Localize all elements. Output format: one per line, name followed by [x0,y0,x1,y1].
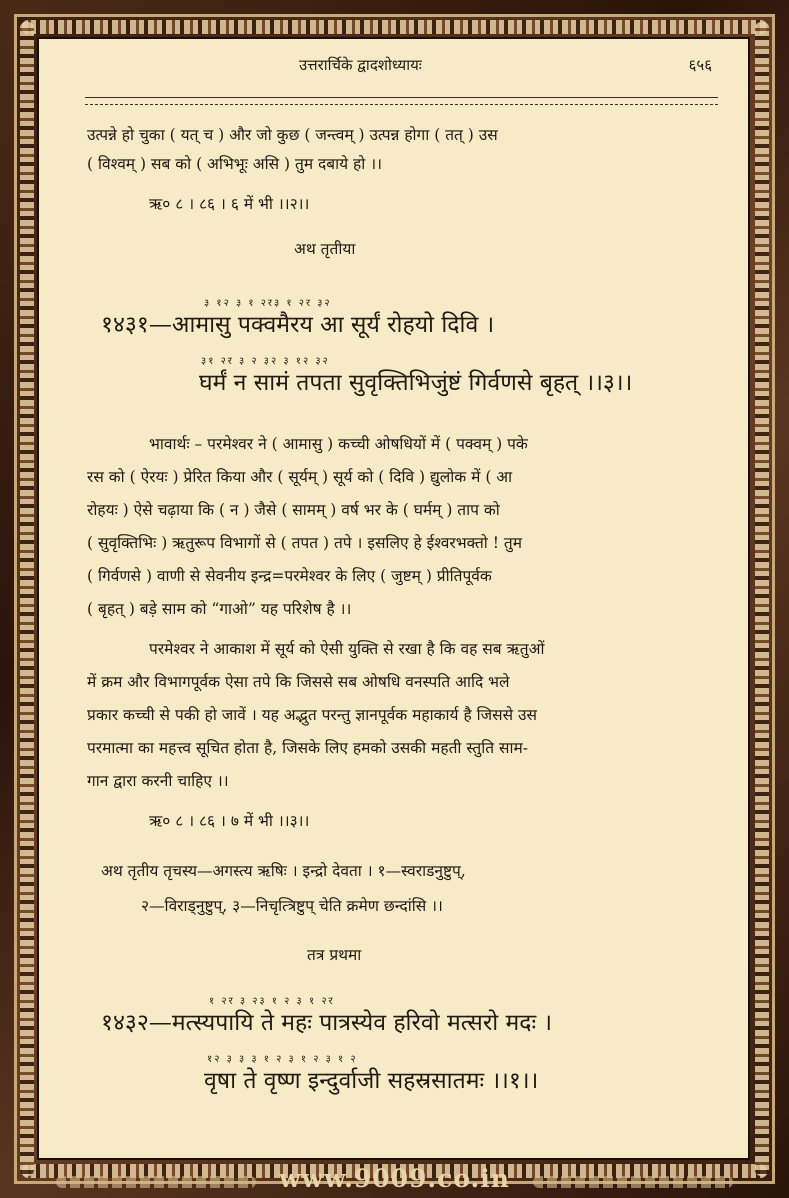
reference-line: ऋ० ८ । ८६ । ७ में भी ।।३।। [149,812,310,830]
accent-marks: ३१ २र ३ २ ३२ ३ १२ ३२ [201,356,330,367]
text-line: रस को ( ऐरयः ) प्रेरित किया और ( सूर्यम् ) सूर्य को ( दिवि ) द्युलोक में ( आ [87,468,513,486]
accent-marks: १ २र ३ २३ १ २ ३ १ २र [209,996,335,1007]
text-line: ( विश्वम् ) सब को ( अभिभूः असि ) तुम दबाये हो ।। [87,155,382,173]
text-line: रोहयः ) ऐसे चढ़ाया कि ( न ) जैसे ( सामम् ) वर्ष भर के ( घर्मम् ) ताप को [87,501,500,519]
text-line: भावार्थः – परमेश्वर ने ( आमासु ) कच्ची ओषधियों में ( पक्वम् ) पके [149,435,528,453]
text-line: अथ तृतीय तृचस्य—अगस्त्य ऋषिः । इन्द्रो देवता । १—स्वराडनुष्टुप्, [101,862,466,880]
accent-marks: ३ १२ ३ १ २र३ १ २र ३२ [204,298,332,309]
text-line: में क्रम और विभागपूर्वक ऐसा तपे कि जिससे सब ओषधि वनस्पति आदि भले [87,673,510,691]
text-line: परमात्मा का महत्त्व सूचित होता है, जिसके लिए हमको उसकी महती स्तुति साम- [87,739,528,757]
frame-ornament-right [755,22,769,1176]
text-line: ( गिर्वणसे ) वाणी से सेवनीय इन्द्र=परमेश्वर के लिए ( जुष्टम् ) प्रीतिपूर्वक [87,567,492,585]
section-heading: तत्र प्रथमा [307,946,362,964]
text-line: परमेश्वर ने आकाश में सूर्य को ऐसी युक्ति से रखा है कि वह सब ऋतुओं [149,640,545,658]
accent-marks: १२ ३ ३ ३ १ २ ३ १ २ ३ १ २ [207,1054,358,1065]
page-number: ६५६ [688,56,712,74]
text-line: गान द्वारा करनी चाहिए ।। [87,772,229,790]
section-heading: अथ तृतीया [294,240,356,258]
text-line: प्रकार कच्ची से पकी हो जावें । यह अद्भुत परन्तु ज्ञानपूर्वक महाकार्य है जिससे उस [87,706,537,724]
chapter-title: उत्तरार्चिके द्वादशोध्यायः [299,56,422,74]
footer-bar [36,1164,753,1194]
website-link[interactable]: www.9009.co.in [279,1164,510,1193]
verse-line: १४३१—आमासु पक्वमैरय आ सूर्यं रोहयो दिवि । [101,312,495,338]
scripture-page [37,37,750,1160]
text-line: उत्पन्ने हो चुका ( यत् च ) और जो कुछ ( जन्त्वम् ) उत्पन्न होगा ( तत् ) उस [87,126,498,144]
footer-ornament-right [533,1176,733,1188]
reference-line: ऋ० ८ । ८६ । ६ में भी ।।२।। [149,195,310,213]
frame-ornament-top [22,20,767,34]
text-line: २—विराड्नुष्टुप्, ३—निचृत्त्रिष्टुप् चेति क्रमेण छन्दांसि ।। [141,897,443,915]
page-header [87,55,724,79]
header-rule [85,97,718,105]
text-line: ( सुवृक्तिभिः ) ऋतुरूप विभागों से ( तपत ) तपे । इसलिए हे ईश्वरभक्तो ! तुम [87,534,523,552]
text-line: ( बृहत् ) बड़े साम को “गाओ” यह परिशेष है ।। [87,600,352,618]
verse-line: १४३२—मत्स्यपायि ते महः पात्रस्येव हरिवो मत्सरो मदः । [101,1010,553,1036]
frame-ornament-left [20,22,34,1176]
verse-line: वृषा ते वृष्ण इन्दुर्वाजी सहस्रसातमः ।।१।। [204,1068,539,1094]
verse-line: घर्मं न सामं तपता सुवृक्तिभिजुंष्टं गिर्वणसे बृहत् ।।३।। [199,370,633,396]
